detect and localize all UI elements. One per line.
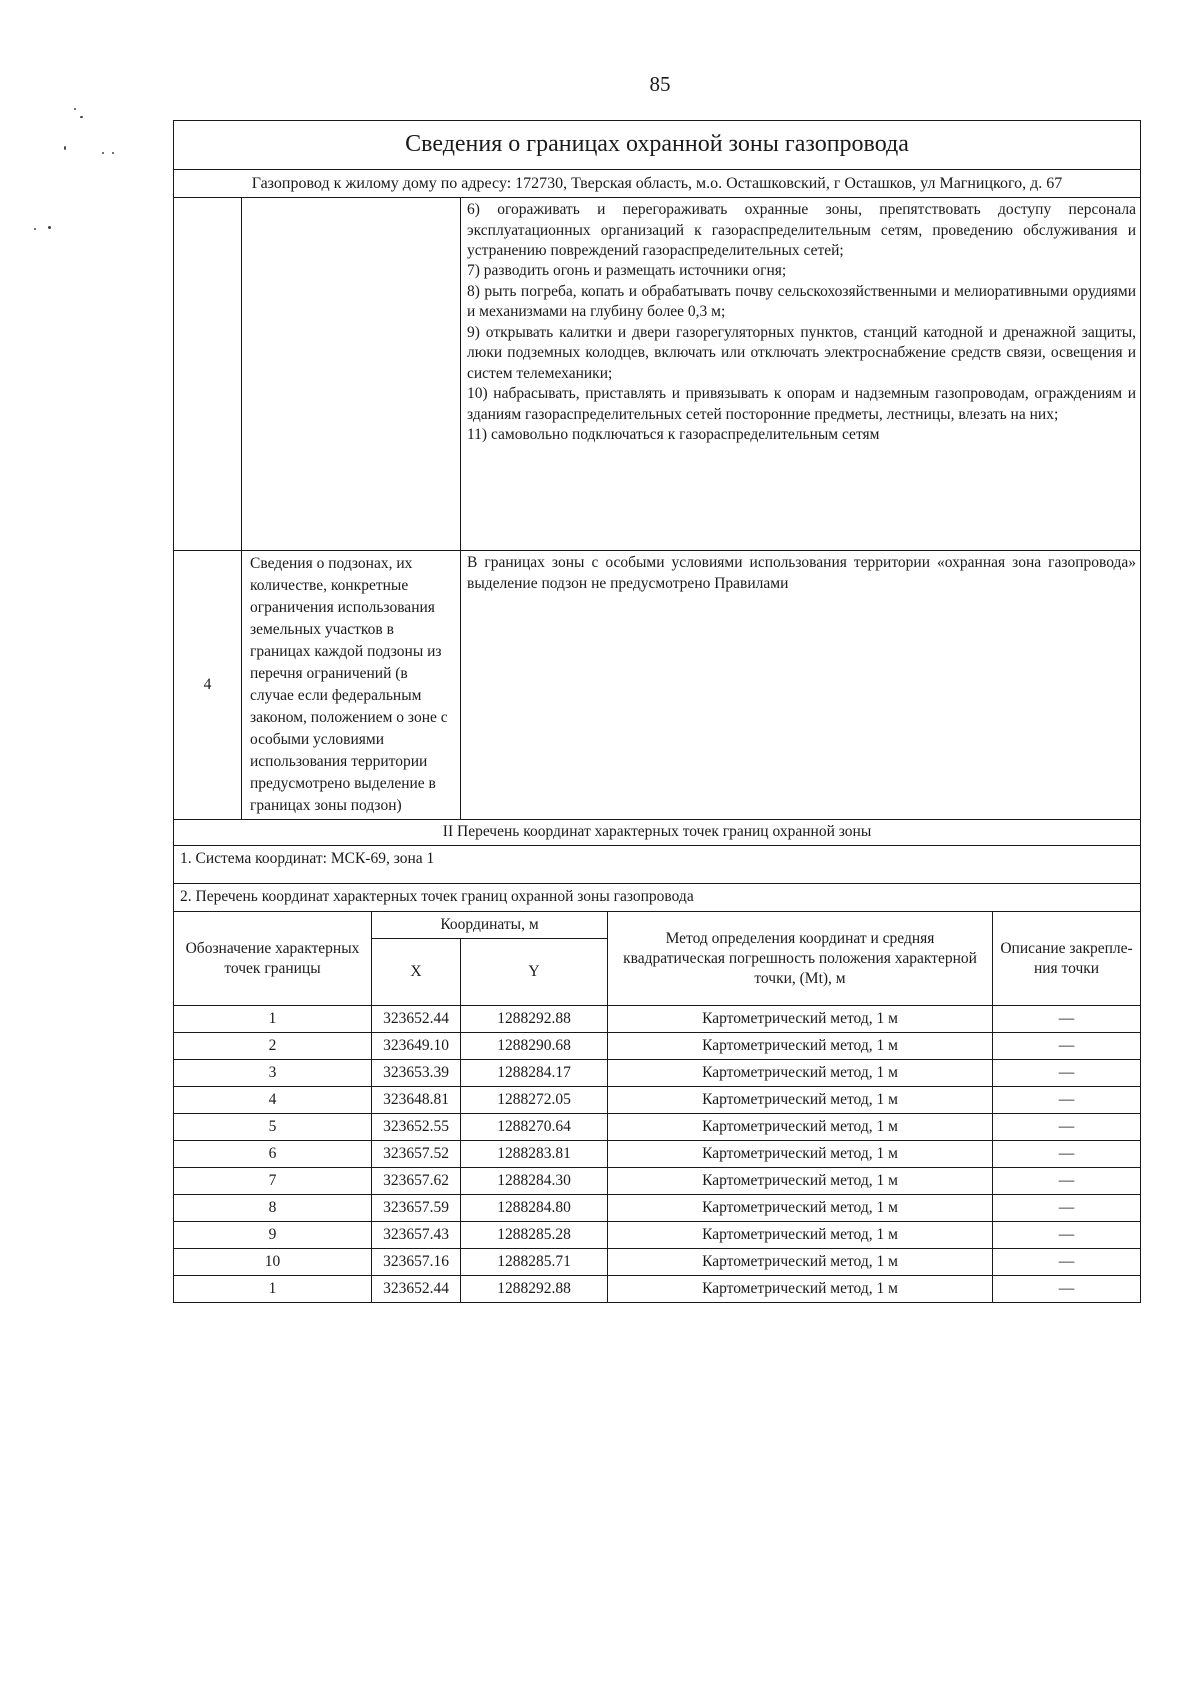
col-header-point: Обозначение характерных точек границы [174, 912, 372, 1006]
point-label: 2 [174, 1033, 372, 1060]
pipeline-address: Газопровод к жилому дому по адресу: 172730, Тверская область, м.о. Осташковский, г Осташков, ул Магницкого, д. 67 [174, 170, 1141, 198]
col-header-x: X [372, 939, 461, 1006]
coord-x: 323652.44 [372, 1006, 461, 1033]
fixing-description: — [993, 1168, 1141, 1195]
fixing-description: — [993, 1276, 1141, 1303]
coordinate-row [174, 1222, 1141, 1249]
coordinate-row [174, 1114, 1141, 1141]
point-label: 8 [174, 1195, 372, 1222]
method-value: Картометрический метод, 1 м [608, 1141, 993, 1168]
method-value: Картометрический метод, 1 м [608, 1222, 993, 1249]
coord-x: 323657.16 [372, 1249, 461, 1276]
coord-x: 323657.62 [372, 1168, 461, 1195]
coord-y: 1288292.88 [461, 1006, 608, 1033]
prohibition-item: 11) самовольно подключаться к газораспределительным сетям [467, 426, 880, 444]
method-value: Картометрический метод, 1 м [608, 1276, 993, 1303]
coord-x: 323653.39 [372, 1060, 461, 1087]
col-header-description: Описание закрепле-ния точки [993, 912, 1141, 1006]
coord-y: 1288290.68 [461, 1033, 608, 1060]
prohibitions-list [461, 198, 1141, 551]
col-header-method [608, 912, 993, 1006]
blank-name-cell [242, 198, 461, 551]
coordinate-row [174, 1141, 1141, 1168]
prohibition-item: 6) огораживать и перегораживать охранные зоны, препятствовать доступу персонала эксплуатационных организаций к газораспределительным сетям, проведению обслуживания и устранению повреждений газораспределительных сетей; [467, 201, 1137, 260]
coord-y: 1288292.88 [461, 1276, 608, 1303]
method-value: Картометрический метод, 1 м [608, 1168, 993, 1195]
subzones-row-number: 4 [174, 551, 242, 820]
coord-x: 323657.43 [372, 1222, 461, 1249]
document-title: Сведения о границах охранной зоны газопровода [174, 121, 1141, 170]
point-label: 7 [174, 1168, 372, 1195]
coord-x: 323657.52 [372, 1141, 461, 1168]
coord-x: 323652.55 [372, 1114, 461, 1141]
fixing-description: — [993, 1087, 1141, 1114]
fixing-description: — [993, 1222, 1141, 1249]
fixing-description: — [993, 1195, 1141, 1222]
coord-y: 1288285.71 [461, 1249, 608, 1276]
fixing-description: — [993, 1033, 1141, 1060]
prohibition-item: 8) рыть погреба, копать и обрабатывать почву сельскохозяйственными и мелиоративными орудиями и механизмами на глубину более 0,3 м; [467, 282, 1137, 321]
coordinate-row [174, 1168, 1141, 1195]
prohibition-item: 7) разводить огонь и размещать источники огня; [467, 262, 787, 280]
coord-y: 1288284.30 [461, 1168, 608, 1195]
prohibition-item: 9) открывать калитки и двери газорегуляторных пунктов, станций катодной и дренажной защиты, люки подземных колодцев, включать или отключать электроснабжение средств связи, освещения и систем телемеханики; [467, 323, 1137, 382]
col-header-method-text: Метод определения координат и средняя квадратическая погрешность положения характерной точки, (Mt), м [623, 929, 977, 988]
coord-y: 1288284.80 [461, 1195, 608, 1222]
fixing-description: — [993, 1006, 1141, 1033]
coordinate-system: 1. Система координат: МСК-69, зона 1 [174, 845, 1141, 883]
coordinate-row [174, 1033, 1141, 1060]
point-label: 1 [174, 1006, 372, 1033]
section-2-title: II Перечень координат характерных точек границ охранной зоны [174, 820, 1141, 845]
method-value: Картометрический метод, 1 м [608, 1195, 993, 1222]
col-header-y: Y [461, 939, 608, 1006]
method-value: Картометрический метод, 1 м [608, 1249, 993, 1276]
point-label: 3 [174, 1060, 372, 1087]
coord-y: 1288285.28 [461, 1222, 608, 1249]
method-value: Картометрический метод, 1 м [608, 1060, 993, 1087]
subzones-row-description: В границах зоны с особыми условиями использования территории «охранная зона газопровода» выделение подзон не предусмотрено Правилами [461, 551, 1141, 820]
method-value: Картометрический метод, 1 м [608, 1033, 993, 1060]
method-value: Картометрический метод, 1 м [608, 1087, 993, 1114]
fixing-description: — [993, 1060, 1141, 1087]
point-label: 6 [174, 1141, 372, 1168]
coordinate-row [174, 1087, 1141, 1114]
fixing-description: — [993, 1114, 1141, 1141]
coord-y: 1288284.17 [461, 1060, 608, 1087]
scan-specks [30, 108, 140, 248]
point-label: 10 [174, 1249, 372, 1276]
subzones-row-name: Сведения о подзонах, их количестве, конкретные ограничения использования земельных участков в границах каждой подзоны из перечня ограничений (в случае если федеральным законом, положением о зоне с особыми условиями использования территории предусмотрено выделение в границах зоны подзон) [242, 551, 461, 820]
page-number: 85 [649, 72, 671, 96]
blank-number-cell [174, 198, 242, 551]
fixing-description: — [993, 1249, 1141, 1276]
coordinate-row [174, 1006, 1141, 1033]
fixing-description: — [993, 1141, 1141, 1168]
point-label: 9 [174, 1222, 372, 1249]
coordinate-row [174, 1249, 1141, 1276]
coord-x: 323649.10 [372, 1033, 461, 1060]
coordinate-row [174, 1276, 1141, 1303]
col-header-coordinates: Координаты, м [372, 912, 608, 939]
coordinates-body [174, 1006, 1141, 1303]
points-list-title: 2. Перечень координат характерных точек границ охранной зоны газопровода [174, 884, 1141, 912]
method-value: Картометрический метод, 1 м [608, 1006, 993, 1033]
coord-x: 323652.44 [372, 1276, 461, 1303]
coord-x: 323657.59 [372, 1195, 461, 1222]
coord-y: 1288272.05 [461, 1087, 608, 1114]
prohibition-item: 10) набрасывать, приставлять и привязывать к опорам и надземным газопроводам, ограждениям и зданиям газораспределительных сетей посторонние предметы, лестницы, влезать на них; [467, 385, 1137, 423]
coord-y: 1288270.64 [461, 1114, 608, 1141]
point-label: 1 [174, 1276, 372, 1303]
coordinate-row [174, 1195, 1141, 1222]
point-label: 4 [174, 1087, 372, 1114]
coordinate-row [174, 1060, 1141, 1087]
coord-y: 1288283.81 [461, 1141, 608, 1168]
zone-info-table [173, 120, 1141, 1303]
method-value: Картометрический метод, 1 м [608, 1114, 993, 1141]
coord-x: 323648.81 [372, 1087, 461, 1114]
point-label: 5 [174, 1114, 372, 1141]
